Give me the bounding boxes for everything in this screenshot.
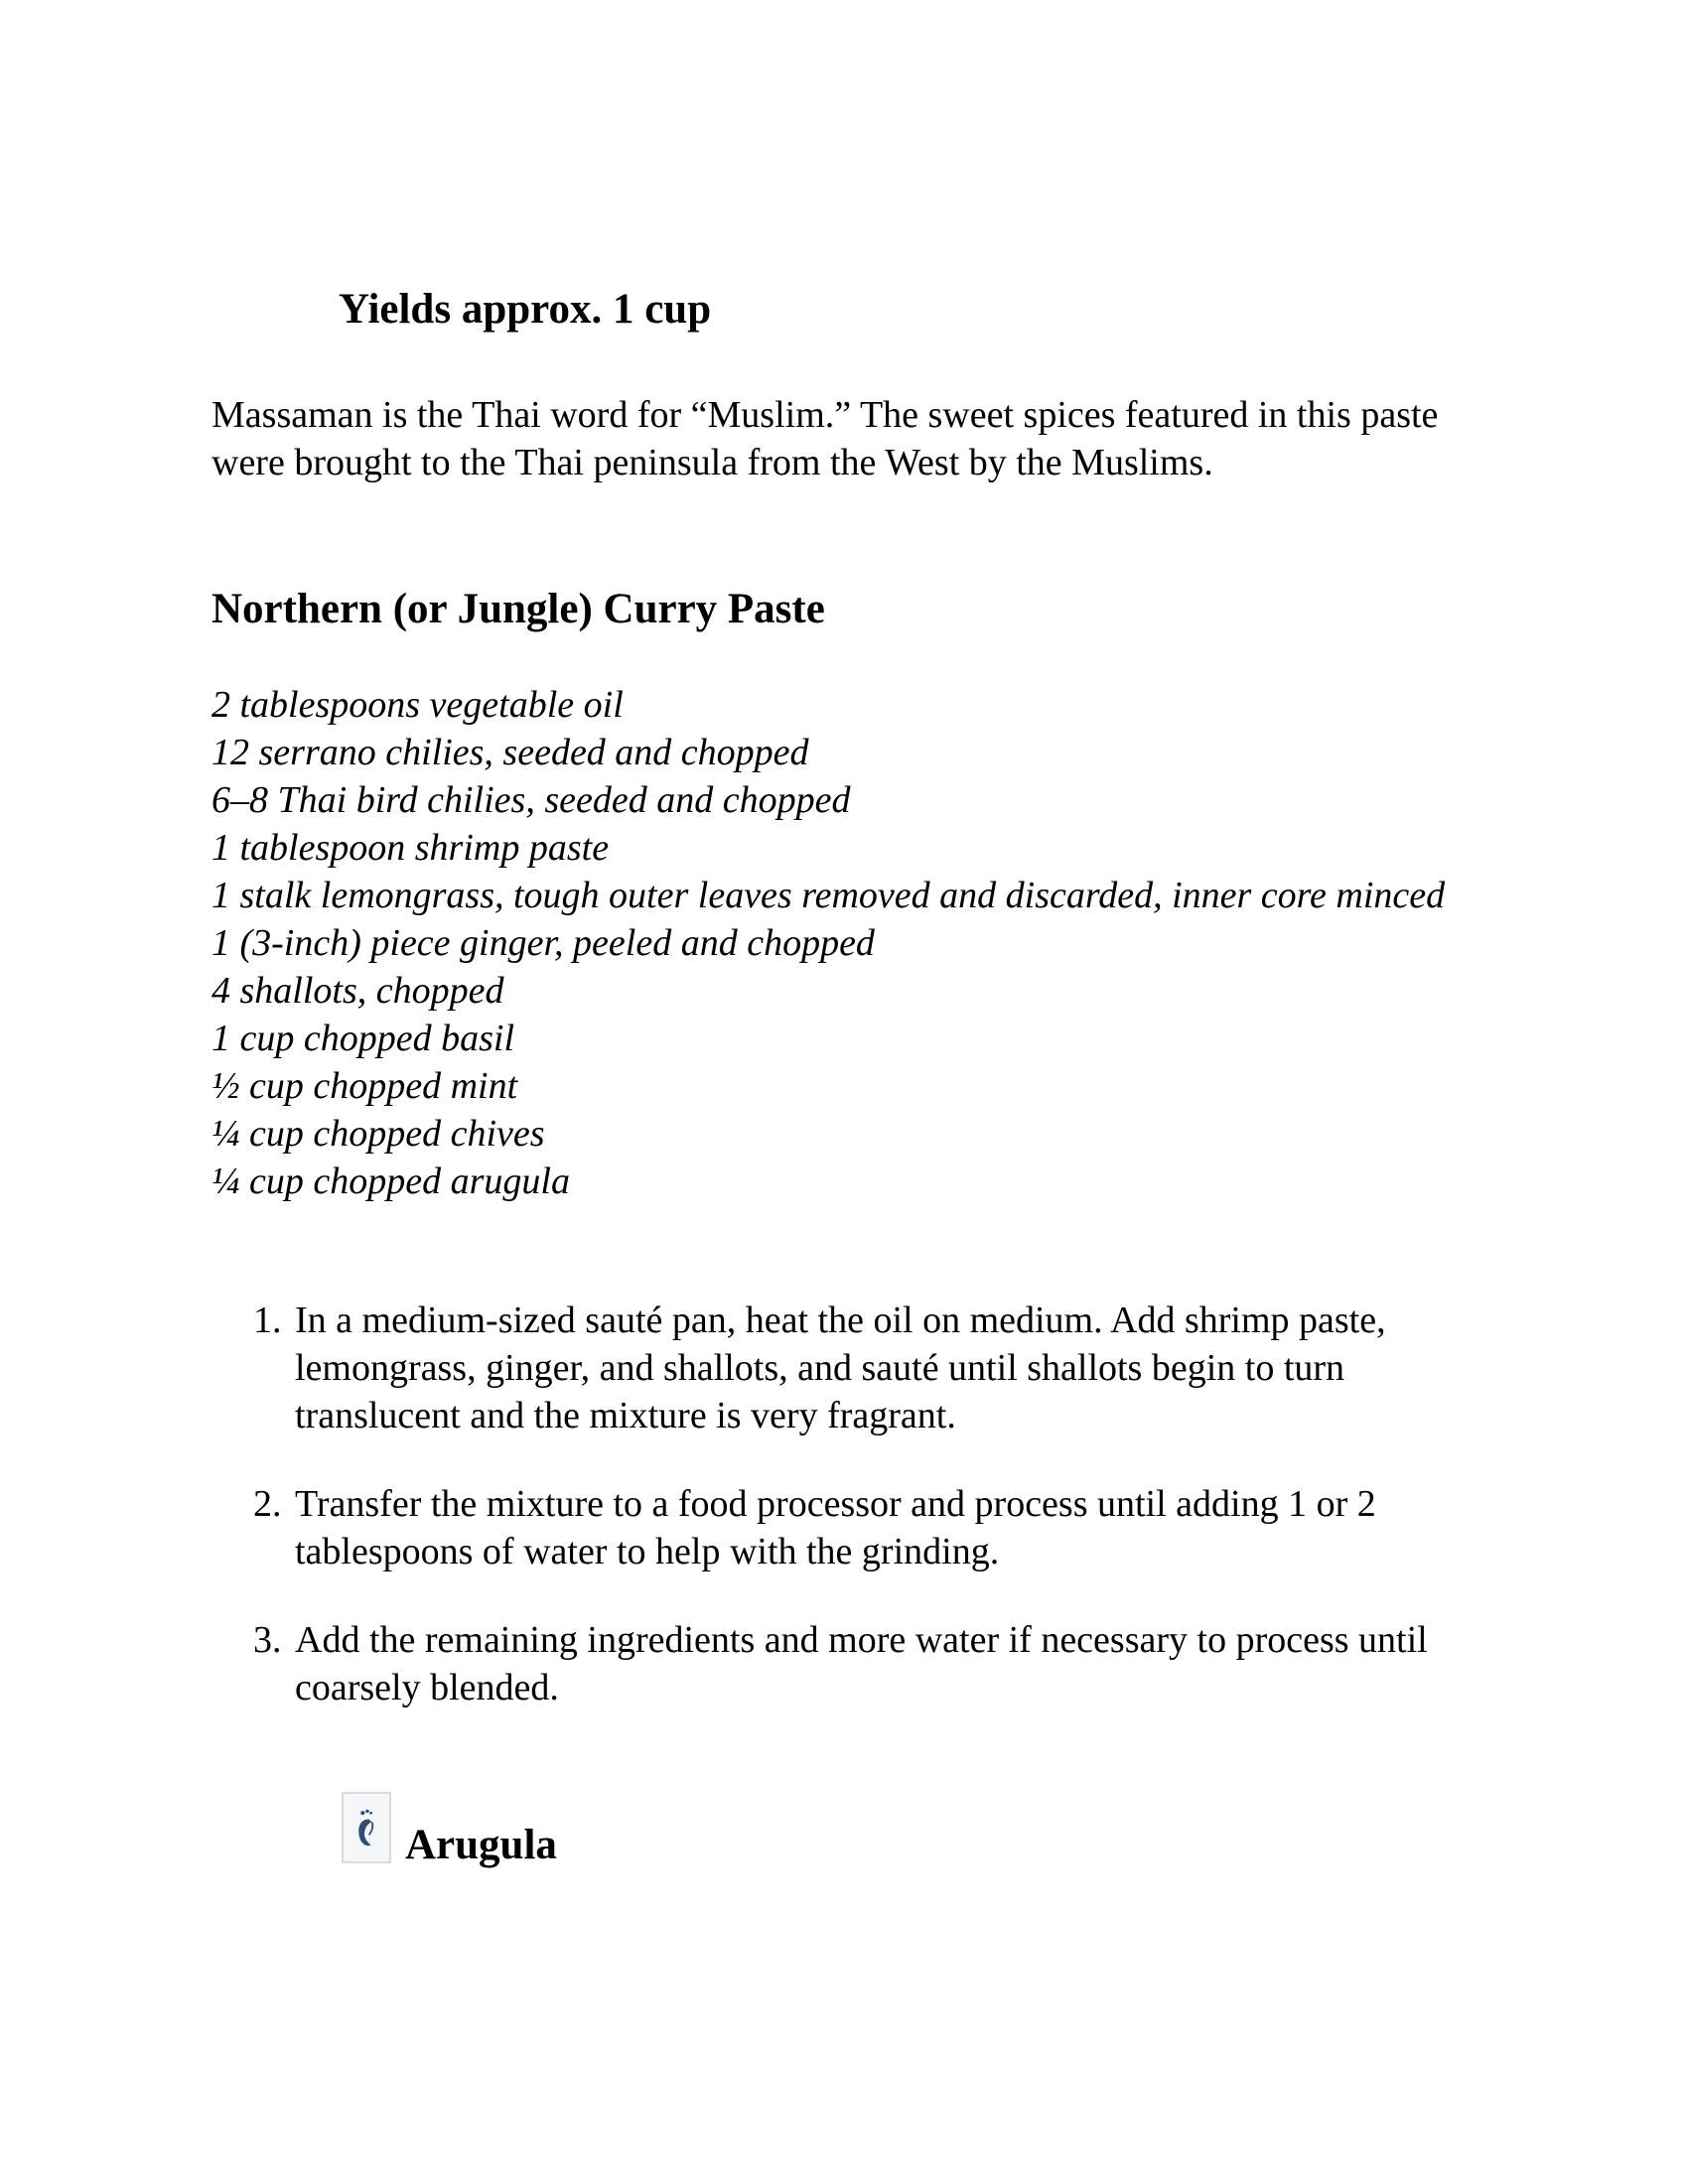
ingredient-item: 6–8 Thai bird chilies, seeded and chopped bbox=[211, 779, 851, 821]
footprint-icon bbox=[342, 1792, 391, 1863]
instruction-list bbox=[211, 1297, 1492, 1752]
ingredient-item: ¼ cup chopped arugula bbox=[211, 1160, 570, 1202]
ingredient-item: 1 tablespoon shrimp paste bbox=[211, 827, 610, 869]
ingredient-item: 12 serrano chilies, seeded and chopped bbox=[211, 732, 809, 773]
ingredient-item: 4 shallots, chopped bbox=[211, 970, 504, 1012]
ingredient-item: 1 (3-inch) piece ginger, peeled and chopped bbox=[211, 922, 875, 964]
ingredient-item: 2 tablespoons vegetable oil bbox=[211, 684, 624, 726]
step-text: Add the remaining ingredients and more water if necessary to process until coarsely blended. bbox=[295, 1619, 1428, 1708]
ingredient-item: ¼ cup chopped chives bbox=[211, 1113, 545, 1155]
ingredient-item: ½ cup chopped mint bbox=[211, 1065, 518, 1107]
yields-heading: Yields approx. 1 cup bbox=[339, 286, 712, 333]
step-text: In a medium-sized sauté pan, heat the oil on medium. Add shrimp paste, lemongrass, ginger, and shallots, and sauté until shallots begin to turn translucent and the mixture is very fragrant. bbox=[295, 1299, 1386, 1436]
ingredient-item: 1 cup chopped basil bbox=[211, 1018, 515, 1059]
ingredient-item: 1 stalk lemongrass, tough outer leaves removed and discarded, inner core minced bbox=[211, 875, 1446, 916]
sidebar-note-title: Arugula bbox=[405, 1822, 557, 1868]
instruction-step bbox=[211, 1297, 1492, 1439]
step-number: 1. bbox=[253, 1299, 282, 1341]
step-text: Transfer the mixture to a food processor and process until adding 1 or 2 tablespoons of water to help with the grinding. bbox=[295, 1483, 1376, 1572]
ingredient-list bbox=[211, 681, 1477, 1205]
intro-paragraph: Massaman is the Thai word for “Muslim.” The sweet spices featured in this paste were brought to the Thai peninsula from the West by the Muslims. bbox=[211, 394, 1439, 483]
instruction-step bbox=[211, 1616, 1492, 1711]
instruction-step bbox=[211, 1480, 1492, 1575]
step-number: 2. bbox=[253, 1483, 282, 1525]
recipe-title: Northern (or Jungle) Curry Paste bbox=[211, 586, 825, 632]
step-number: 3. bbox=[253, 1619, 282, 1661]
